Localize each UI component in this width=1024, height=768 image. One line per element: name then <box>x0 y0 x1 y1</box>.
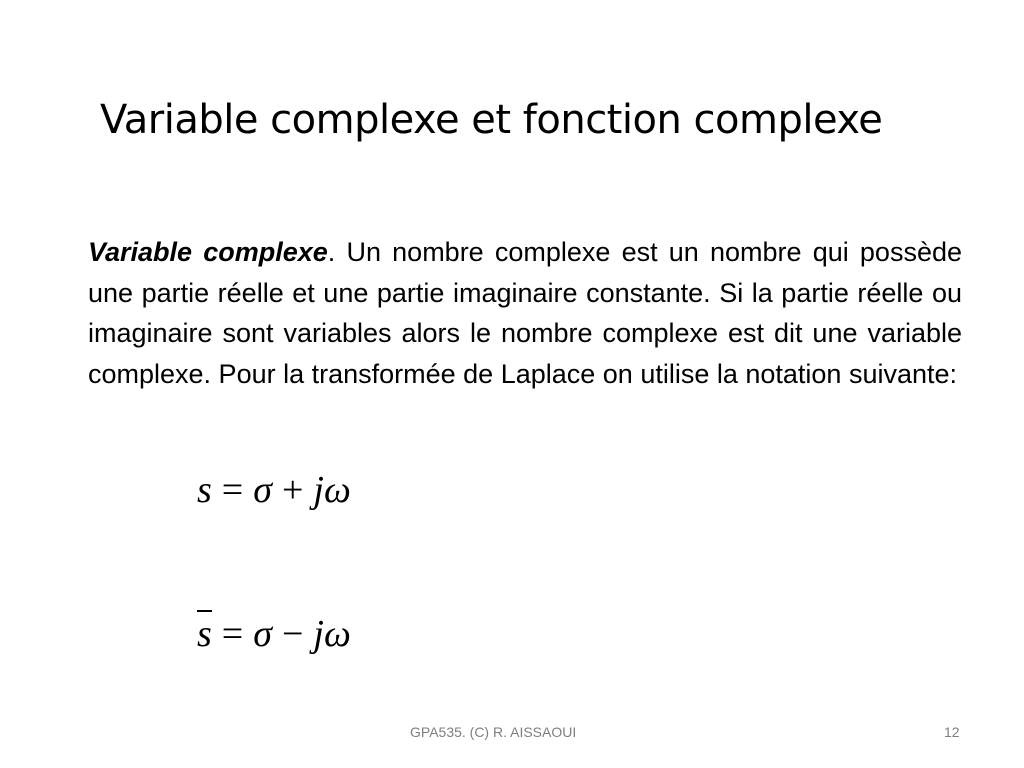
j-omega-term: jω <box>313 613 351 655</box>
formula-conjugate-definition <box>197 612 351 656</box>
conjugate-variable: s <box>197 610 212 655</box>
equals-sign: = <box>221 613 244 655</box>
body-paragraph <box>88 232 962 394</box>
minus-sign: − <box>281 613 304 655</box>
formula-s-definition <box>197 468 351 512</box>
sigma-symbol: σ <box>253 469 272 511</box>
equals-sign: = <box>221 469 244 511</box>
definition-text: . Un nombre complexe est un nombre qui possède une partie réelle et une partie imaginaire constante. Si la partie réelle ou imaginaire sont variables alors le nombre complexe est dit une variable complexe. Pour la transformée de Laplace on utilise la notation suivante: <box>88 237 962 389</box>
j-omega-term: jω <box>313 469 351 511</box>
plus-sign: + <box>281 469 304 511</box>
page-number: 12 <box>944 724 960 740</box>
sigma-symbol: σ <box>253 613 272 655</box>
slide-title: Variable complexe et fonction complexe <box>100 96 883 143</box>
formula-variable: s <box>197 469 212 511</box>
footer-credit: GPA535. (C) R. AISSAOUI <box>410 724 577 740</box>
term-variable-complexe: Variable complexe <box>88 237 328 267</box>
